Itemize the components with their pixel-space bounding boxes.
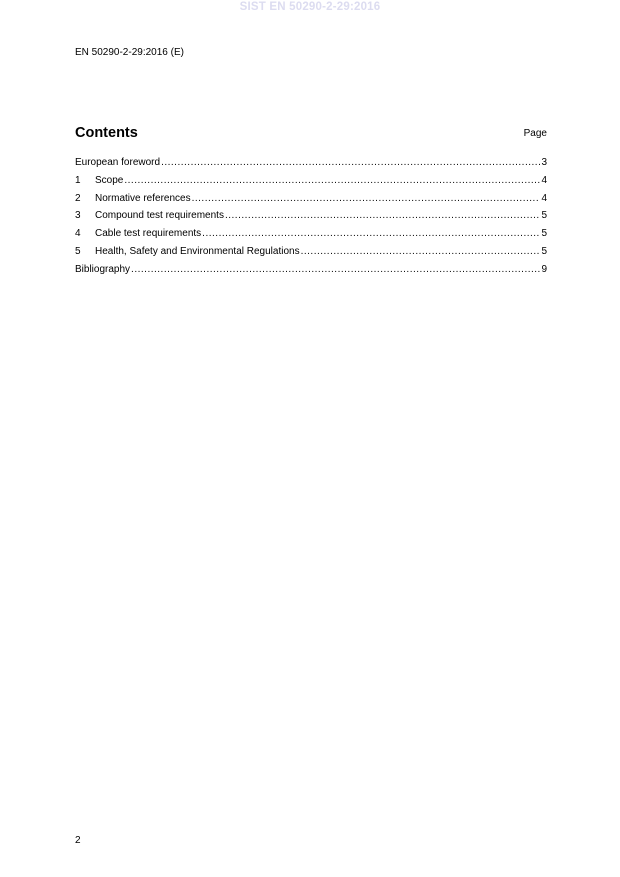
- toc-entry-page: 3: [541, 157, 547, 168]
- toc-entry-text: Cable test requirements: [95, 228, 202, 240]
- toc-entry-health-safety-regulations[interactable]: [75, 245, 547, 263]
- toc-entry-page: 5: [541, 245, 547, 257]
- toc-entry-page: 5: [541, 228, 547, 240]
- contents-header: [75, 124, 547, 142]
- contents-title: Contents: [75, 125, 138, 141]
- table-of-contents: [75, 156, 547, 281]
- toc-leader-dots: [192, 192, 541, 206]
- toc-leader-dots: [161, 156, 540, 170]
- toc-leader-dots: [131, 263, 540, 277]
- toc-entry-normative-references[interactable]: [75, 192, 547, 210]
- toc-entry-bibliography[interactable]: [75, 263, 547, 281]
- toc-leader-dots: [202, 227, 540, 241]
- toc-entry-text: Health, Safety and Environmental Regulations: [95, 245, 300, 257]
- toc-entry-page: 4: [541, 174, 547, 186]
- watermark-text: SIST EN 50290-2-29:2016: [239, 1, 381, 13]
- toc-entry-text: European foreword: [75, 157, 161, 168]
- toc-entry-text: Bibliography: [75, 263, 131, 275]
- toc-entry-text: Normative references: [95, 192, 191, 204]
- toc-entry-number: 1: [75, 174, 81, 186]
- page-number: 2: [75, 835, 81, 846]
- toc-entry-european-foreword[interactable]: [75, 156, 547, 174]
- toc-entry-text: Compound test requirements: [95, 210, 224, 222]
- toc-entry-number: 2: [75, 192, 81, 204]
- toc-entry-page: 5: [541, 210, 547, 222]
- toc-leader-dots: [301, 245, 541, 259]
- toc-leader-dots: [225, 209, 540, 223]
- toc-entry-number: 4: [75, 228, 81, 240]
- toc-entry-text: Scope: [95, 174, 124, 186]
- page-column-label: Page: [523, 128, 547, 139]
- document-reference: EN 50290-2-29:2016 (E): [75, 47, 184, 58]
- toc-entry-scope[interactable]: [75, 174, 547, 192]
- toc-entry-cable-test-requirements[interactable]: [75, 227, 547, 245]
- toc-leader-dots: [124, 174, 540, 188]
- toc-entry-number: 5: [75, 245, 81, 257]
- toc-entry-compound-test-requirements[interactable]: [75, 209, 547, 227]
- toc-entry-page: 9: [541, 263, 547, 275]
- toc-entry-number: 3: [75, 210, 81, 222]
- toc-entry-page: 4: [541, 192, 547, 204]
